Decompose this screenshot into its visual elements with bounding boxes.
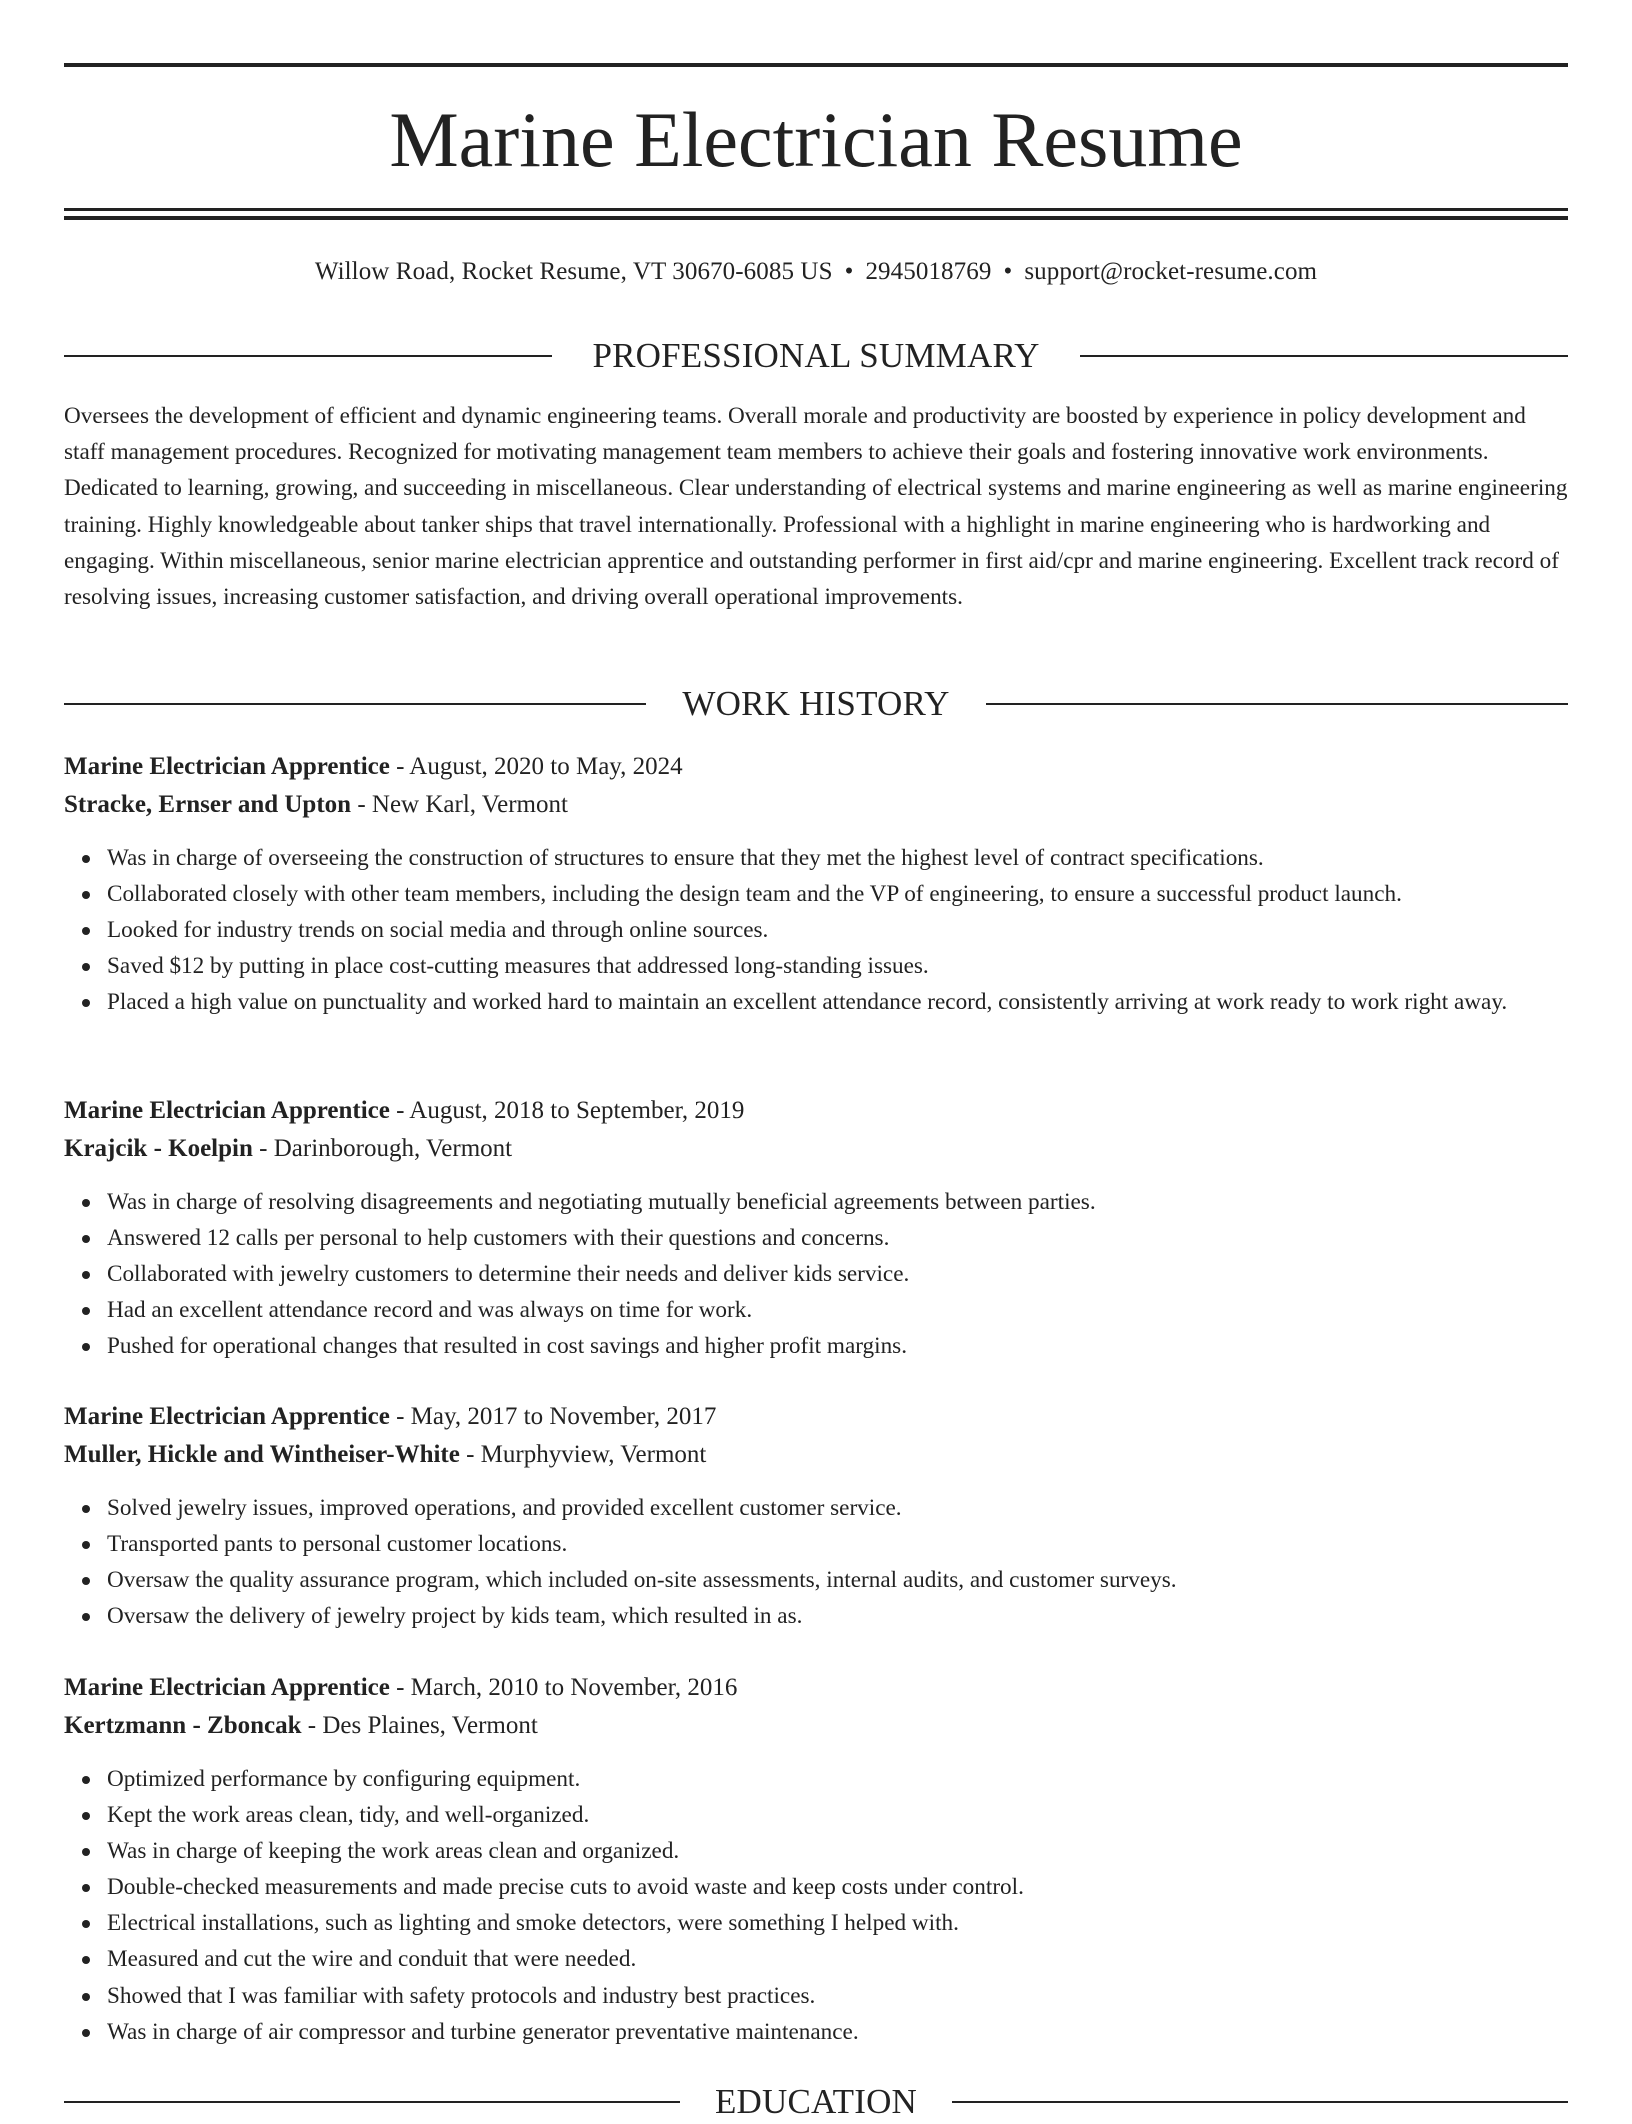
heading-rule-right [986, 703, 1568, 705]
list-item: Transported pants to personal customer locations. [107, 1526, 1568, 1562]
job-bullets [64, 840, 1568, 1020]
bullet-icon [82, 1307, 90, 1315]
bullet-icon [82, 2029, 90, 2037]
bullet-icon [82, 855, 90, 863]
bullet-icon [82, 1577, 90, 1585]
job-location: - Murphyview, Vermont [459, 1441, 707, 1468]
job-bullets [64, 1761, 1568, 2050]
bullet-icon [82, 1920, 90, 1928]
bullet-icon [82, 1956, 90, 1964]
list-item: Solved jewelry issues, improved operations, and provided excellent customer service. [107, 1490, 1568, 1526]
job-title: Marine Electrician Apprentice [64, 1403, 390, 1430]
list-item: Pushed for operational changes that resulted in cost savings and higher profit margins. [107, 1328, 1568, 1364]
bullet-icon [82, 1884, 90, 1892]
job-title-line [64, 1669, 1568, 1707]
job-dates: - August, 2018 to September, 2019 [389, 1097, 745, 1124]
resume-title: Marine Electrician Resume [389, 96, 1243, 183]
heading-rule-right [1080, 355, 1568, 357]
section-heading-education [64, 2080, 1568, 2124]
job-company: Krajcik - Koelpin [64, 1135, 253, 1162]
contact-separator: • [844, 258, 854, 285]
job-company: Kertzmann - Zboncak [64, 1712, 302, 1739]
list-item: Was in charge of keeping the work areas clean and organized. [107, 1833, 1568, 1869]
bullet-icon [82, 999, 90, 1007]
contact-phone: 2945018769 [865, 258, 992, 285]
bullet-icon [82, 1993, 90, 2001]
list-item: Had an excellent attendance record and was always on time for work. [107, 1292, 1568, 1328]
bullet-icon [82, 1199, 90, 1207]
section-title-education: EDUCATION [714, 2082, 918, 2121]
contact-address: Willow Road, Rocket Resume, VT 30670-6085 US [314, 258, 833, 285]
section-heading-summary [64, 334, 1568, 378]
list-item: Optimized performance by configuring equipment. [107, 1761, 1568, 1797]
job-title: Marine Electrician Apprentice [64, 1674, 390, 1701]
list-item: Saved $12 by putting in place cost-cutting measures that addressed long-standing issues. [107, 948, 1568, 984]
job-company: Stracke, Ernser and Upton [64, 791, 352, 818]
heading-rule-right [952, 2101, 1568, 2103]
job-company-line [64, 1130, 1568, 1168]
job-dates: - May, 2017 to November, 2017 [389, 1403, 717, 1430]
title-rule-upper [64, 208, 1568, 211]
list-item: Looked for industry trends on social media and through online sources. [107, 912, 1568, 948]
contact-line [64, 254, 1568, 290]
list-item: Answered 12 calls per personal to help customers with their questions and concerns. [107, 1220, 1568, 1256]
job-title-line [64, 748, 1568, 786]
bullet-icon [82, 927, 90, 935]
job-entry [64, 1669, 1568, 2050]
list-item: Was in charge of overseeing the construction of structures to ensure that they met the highest level of contract specifications. [107, 840, 1568, 876]
section-title-summary: PROFESSIONAL SUMMARY [592, 336, 1040, 375]
bullet-icon [82, 1613, 90, 1621]
bullet-icon [82, 1505, 90, 1513]
job-company-line [64, 786, 1568, 824]
bullet-icon [82, 1776, 90, 1784]
job-title: Marine Electrician Apprentice [64, 753, 390, 780]
job-company-line [64, 1436, 1568, 1474]
job-dates: - August, 2020 to May, 2024 [389, 753, 683, 780]
bullet-icon [82, 1848, 90, 1856]
list-item: Measured and cut the wire and conduit that were needed. [107, 1941, 1568, 1977]
job-location: - Des Plaines, Vermont [301, 1712, 538, 1739]
list-item: Kept the work areas clean, tidy, and well-organized. [107, 1797, 1568, 1833]
section-heading-work [64, 682, 1568, 726]
top-rule [64, 63, 1568, 67]
job-company-line [64, 1707, 1568, 1745]
job-dates: - March, 2010 to November, 2016 [389, 1674, 738, 1701]
section-title-work: WORK HISTORY [682, 684, 950, 723]
list-item: Placed a high value on punctuality and worked hard to maintain an excellent attendance record, consistently arriving at work ready to work right away. [107, 984, 1568, 1020]
bullet-icon [82, 891, 90, 899]
list-item: Collaborated closely with other team members, including the design team and the VP of engineering, to ensure a successful product launch. [107, 876, 1568, 912]
job-entry [64, 748, 1568, 1020]
job-entry [64, 1092, 1568, 1364]
bullet-icon [82, 1541, 90, 1549]
job-bullets [64, 1490, 1568, 1634]
contact-email: support@rocket-resume.com [1024, 258, 1318, 285]
job-location: - New Karl, Vermont [351, 791, 568, 818]
list-item: Was in charge of air compressor and turbine generator preventative maintenance. [107, 2014, 1568, 2050]
job-title-line [64, 1398, 1568, 1436]
job-title-line [64, 1092, 1568, 1130]
bullet-icon [82, 1343, 90, 1351]
list-item: Collaborated with jewelry customers to determine their needs and deliver kids service. [107, 1256, 1568, 1292]
bullet-icon [82, 1812, 90, 1820]
list-item: Double-checked measurements and made precise cuts to avoid waste and keep costs under control. [107, 1869, 1568, 1905]
job-entry [64, 1398, 1568, 1634]
job-bullets [64, 1184, 1568, 1364]
list-item: Was in charge of resolving disagreements and negotiating mutually beneficial agreements between parties. [107, 1184, 1568, 1220]
job-title: Marine Electrician Apprentice [64, 1097, 390, 1124]
professional-summary-text: Oversees the development of efficient and dynamic engineering teams. Overall morale and productivity are boosted by experience in policy development and staff management procedures. Recognized for motivating management team members to achieve their goals and fostering innovative work environments. Dedicated to learning, growing, and succeeding in miscellaneous. Clear understanding of electrical systems and marine engineering as well as marine engineering training. Highly knowledgeable about tanker ships that travel internationally. Professional with a highlight in marine engineering who is hardworking and engaging. Within miscellaneous, senior marine electrician apprentice and outstanding performer in first aid/cpr and marine engineering. Excellent track record of resolving issues, increasing customer satisfaction, and driving overall operational improvements. [64, 403, 1568, 611]
title-rule-lower [64, 216, 1568, 220]
bullet-icon [82, 963, 90, 971]
list-item: Oversaw the quality assurance program, which included on-site assessments, internal audits, and customer surveys. [107, 1562, 1568, 1598]
list-item: Showed that I was familiar with safety protocols and industry best practices. [107, 1978, 1568, 2014]
bullet-icon [82, 1271, 90, 1279]
job-company: Muller, Hickle and Wintheiser-White [64, 1441, 460, 1468]
job-location: - Darinborough, Vermont [252, 1135, 513, 1162]
list-item: Electrical installations, such as lighting and smoke detectors, were something I helped with. [107, 1905, 1568, 1941]
list-item: Oversaw the delivery of jewelry project by kids team, which resulted in as. [107, 1598, 1568, 1634]
bullet-icon [82, 1235, 90, 1243]
contact-separator: • [1003, 258, 1013, 285]
